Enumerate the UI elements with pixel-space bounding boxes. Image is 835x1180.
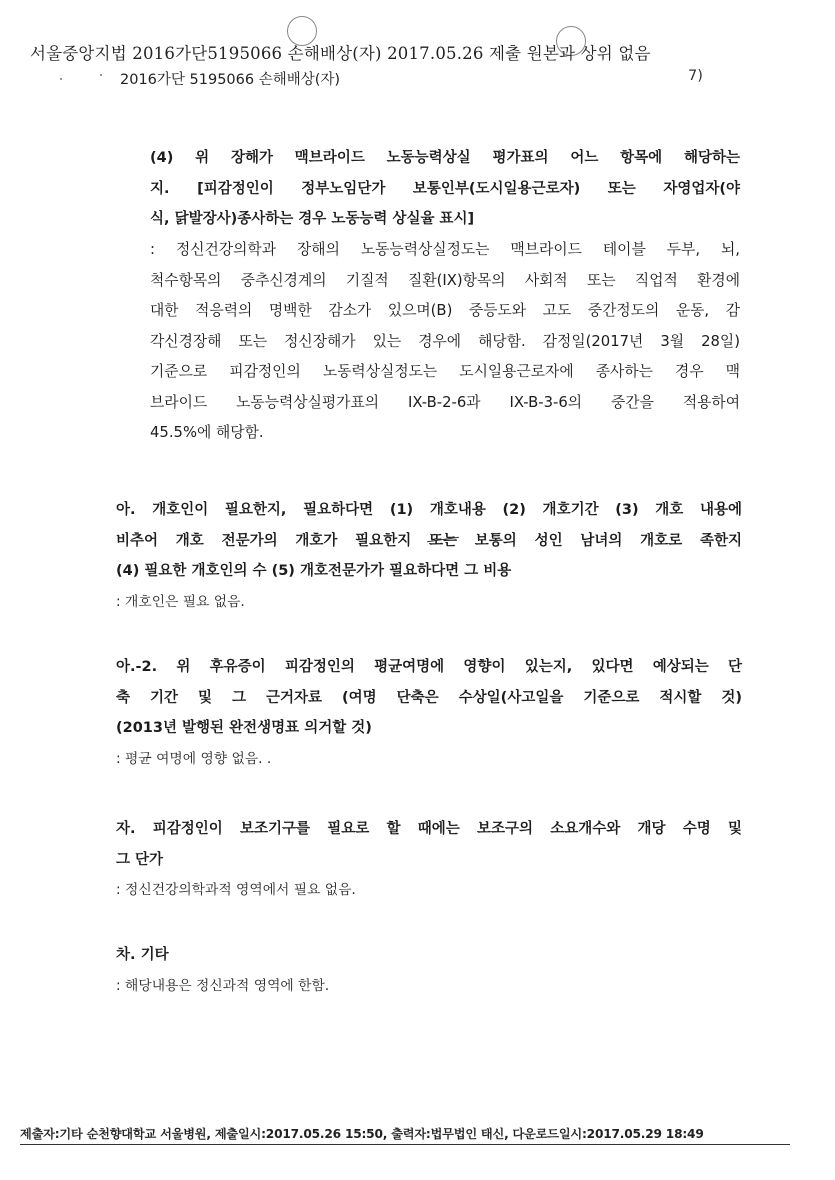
item-4-answer-line: 척수항목의 중추신경계의 기질적 질환(IX)항목의 사회적 또는 직업적 환경에 xyxy=(150,271,740,289)
scan-speck xyxy=(100,74,102,76)
section-cha xyxy=(116,940,742,1001)
section-ja-line-1: 자. 피감정인이 보조기구를 필요로 할 때에는 보조구의 소요개수와 개당 수명 및 xyxy=(116,821,742,837)
section-ja-answer: : 정신건강의학과적 영역에서 필요 없음. xyxy=(116,882,356,898)
item-4-line-1: (4) 위 장해가 맥브라이드 노동능력상실 평가표의 어느 항목에 해당하는 xyxy=(150,150,740,166)
item-4-answer-line: 대한 적응력의 명백한 감소가 있으며(B) 중등도와 고도 중간정도의 운동, 감 xyxy=(150,302,740,319)
section-a-line-1: 아. 개호인이 필요한지, 필요하다면 (1) 개호내용 (2) 개호기간 (3) 개호 내용에 xyxy=(116,502,742,518)
submission-footer: 제출자:기타 순천향대학교 서울병원, 제출일시:2017.05.26 15:50, 출력자:법무법인 태신, 다운로드일시:2017.05.29 18:49 xyxy=(20,1125,790,1145)
page-number: 7) xyxy=(688,68,703,84)
struck-word: 또는 xyxy=(429,526,457,557)
item-4-answer-line: 기준으로 피감정인의 노동력상실정도는 도시일용근로자에 종사하는 경우 맥 xyxy=(150,363,740,380)
section-a-line-2-post: 보통의 성인 남녀의 개호로 족한지 xyxy=(474,532,742,549)
item-4-answer xyxy=(150,235,740,449)
section-a2-line-2: 축 기간 및 그 근거자료 (여명 단축은 수상일(사고일을 기준으로 적시할 것) xyxy=(116,689,742,706)
item-4-answer-line: 브라이드 노동능력상실평가표의 IX-B-2-6과 IX-B-3-6의 중간을 적용하여 xyxy=(150,393,740,411)
section-a-line-3: (4) 필요한 개호인의 수 (5) 개호전문가가 필요하다면 그 비용 xyxy=(116,563,512,579)
section-cha-title: 차. 기타 xyxy=(116,947,169,963)
section-a-line-2 xyxy=(116,526,742,557)
case-number-header: 2016가단 5195066 손해배상(자) xyxy=(120,72,341,88)
section-a2-answer: : 평균 여명에 영향 없음. . xyxy=(116,750,272,767)
item-4-answer-line: : 정신건강의학과 장해의 노동능력상실정도는 맥브라이드 테이블 두부, 뇌, xyxy=(150,241,740,258)
section-a2-line-1: 아.-2. 위 후유증이 피감정인의 평균여명에 영향이 있는지, 있다면 예상되는 단 xyxy=(116,659,742,675)
court-header: 서울중앙지법 2016가단5195066 손해배상(자) 2017.05.26 제출 원본과 상위 없음 xyxy=(30,44,651,63)
item-4-answer-line: 각신경장해 또는 정신장해가 있는 경우에 해당함. 감정일(2017년 3월 28일) xyxy=(150,332,740,350)
section-cha-answer: : 해당내용은 정신과적 영역에 한함. xyxy=(116,977,330,994)
item-4-question xyxy=(150,143,740,235)
section-a-answer: : 개호인은 필요 없음. xyxy=(116,593,245,610)
section-ja-question xyxy=(116,814,742,906)
scan-speck xyxy=(60,78,62,80)
section-a-line-2-pre: 비추어 개호 전문가의 개호가 필요한지 xyxy=(116,532,412,549)
section-a2-line-3: (2013년 발행된 완전생명표 의거할 것) xyxy=(116,720,372,736)
item-4-line-3: 식, 닭발장사)종사하는 경우 노동능력 상실율 표시] xyxy=(150,211,475,227)
item-4-line-2: 지. [피감정인이 정부노임단가 보통인부(도시일용근로자) 또는 자영업자(야 xyxy=(150,180,740,197)
section-a-question xyxy=(116,495,742,617)
item-4-answer-line: 45.5%에 해당함. xyxy=(150,424,264,441)
section-a2-question xyxy=(116,652,742,774)
section-ja-line-2: 그 단가 xyxy=(116,851,164,868)
